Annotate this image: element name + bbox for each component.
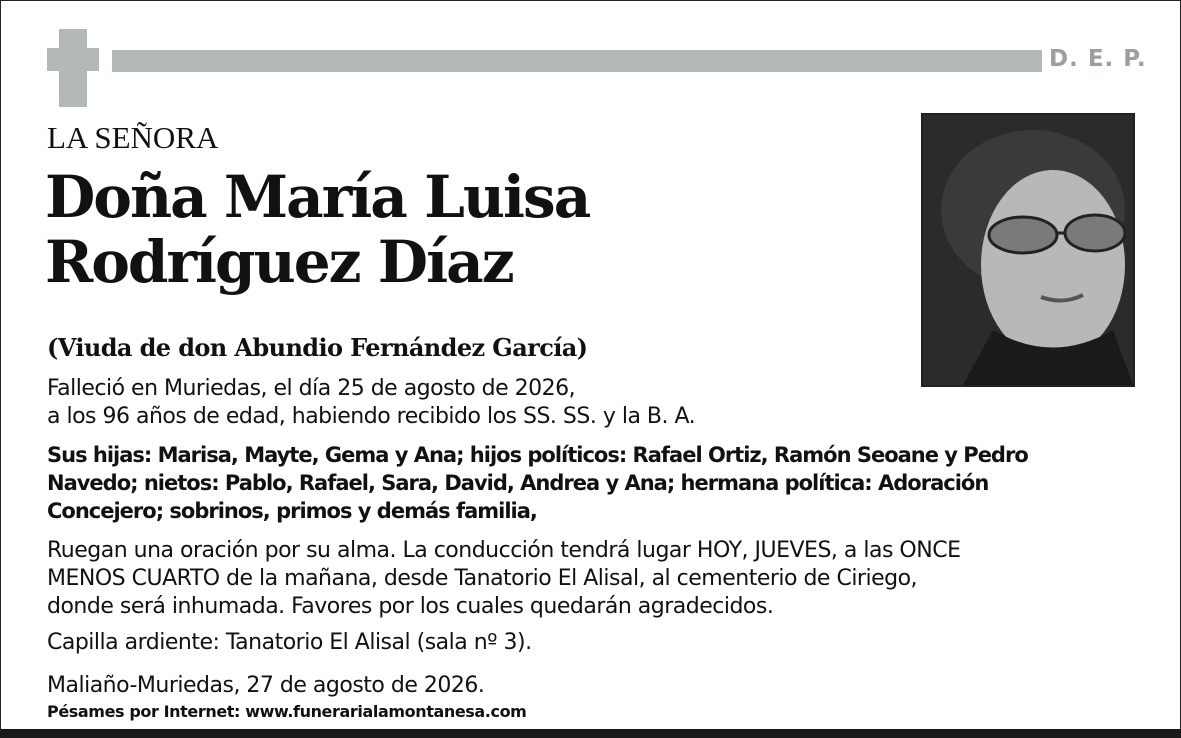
bottom-border (0, 729, 1181, 738)
deceased-name-line1: Doña María Luisa (45, 163, 590, 231)
header-rule (112, 50, 1042, 72)
service-line3: donde será inhumada. Favores por los cuales quedarán agradecidos. (47, 594, 774, 619)
family-line1: Sus hijas: Marisa, Mayte, Gema y Ana; hijos políticos: Rafael Ortiz, Ramón Seoane y Pedro (47, 443, 1028, 467)
death-details-line2: a los 96 años de edad, habiendo recibido los SS. SS. y la B. A. (47, 404, 696, 429)
deceased-portrait (921, 113, 1135, 387)
honorific-prefix: LA SEÑORA (47, 120, 219, 155)
service-line2: MENOS CUARTO de la mañana, desde Tanatorio El Alisal, al cementerio de Ciriego, (47, 566, 918, 591)
family-line2: Navedo; nietos: Pablo, Rafael, Sara, David, Andrea y Ana; hermana política: Adoración (47, 471, 989, 495)
funeral-service-details (47, 537, 1147, 621)
service-line1: Ruegan una oración por su alma. La conducción tendrá lugar HOY, JUEVES, a las ONCE (47, 538, 961, 563)
place-date: Maliaño-Muriedas, 27 de agosto de 2026. (47, 673, 485, 698)
family-members (47, 441, 1147, 525)
death-details (47, 375, 1147, 431)
widow-note: (Viuda de don Abundio Fernández García) (47, 333, 588, 362)
deceased-name (45, 165, 905, 295)
death-details-line1: Falleció en Muriedas, el día 25 de agosto de 2026, (47, 376, 576, 401)
family-line3: Concejero; sobrinos, primos y demás familia, (47, 499, 537, 523)
dep-label: D. E. P. (1049, 46, 1147, 72)
deceased-name-line2: Rodríguez Díaz (45, 228, 513, 296)
cross-icon (47, 48, 99, 71)
chapel-info: Capilla ardiente: Tanatorio El Alisal (sala nº 3). (47, 630, 532, 655)
portrait-image (923, 115, 1133, 385)
condolences-link[interactable]: Pésames por Internet: www.funerarialamontanesa.com (47, 702, 527, 721)
